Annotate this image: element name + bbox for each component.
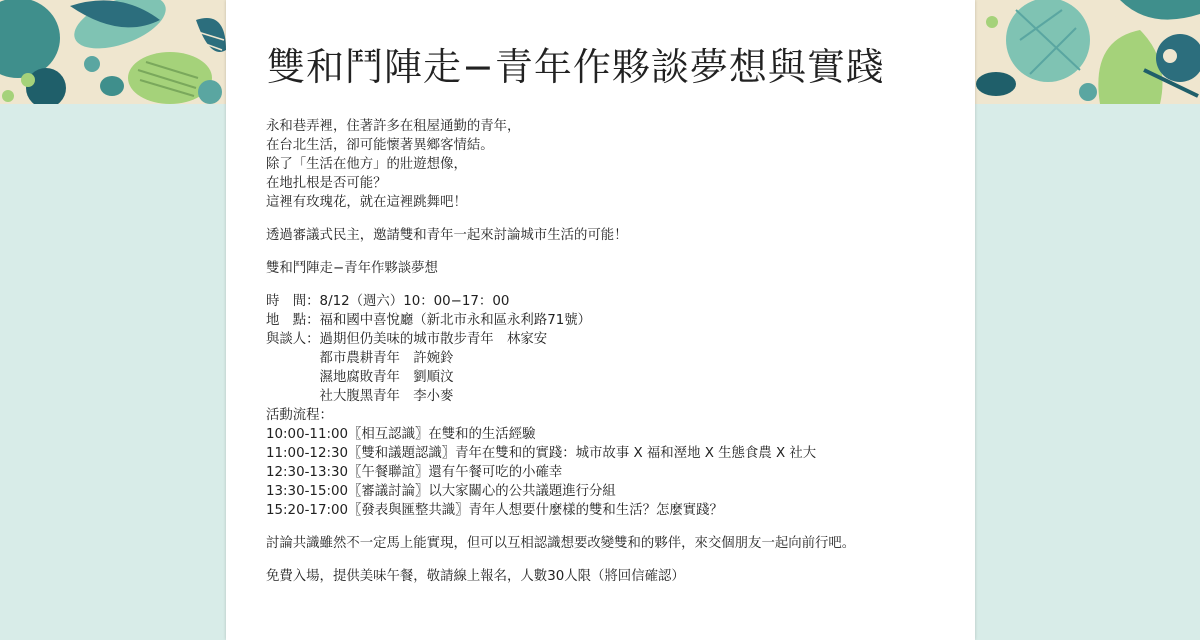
registration-text: 免費入場，提供美味午餐，敬請線上報名，人數30人限（將回信確認） [266, 569, 685, 584]
schedule-item: 10:00-11:00〖相互認識〗在雙和的生活經驗 [266, 427, 536, 442]
intro-line: 在地扎根是否可能？ [266, 176, 387, 191]
form-description [266, 117, 966, 586]
schedule-label: 活動流程： [266, 408, 333, 423]
speaker-line: 都市農耕青年 許婉鈴 [266, 351, 454, 366]
intro-line: 在台北生活，卻可能懷著異鄉客情結。 [266, 138, 494, 153]
schedule-item: 13:30-15:00〖審議討論〗以大家關心的公共議題進行分組 [266, 484, 616, 499]
form-title: 雙和鬥陣走−青年作夥談夢想與實踐 [267, 45, 885, 89]
intro-line: 這裡有玫瑰花，就在這裡跳舞吧！ [266, 195, 467, 210]
intro-line: 除了「生活在他方」的壯遊想像， [266, 157, 467, 172]
speaker-line: 社大腹黑青年 李小麥 [266, 389, 454, 404]
closing-text: 討論共識雖然不一定馬上能實現，但可以互相認識想要改變雙和的夥伴，來交個朋友一起向前行吧。 [266, 536, 856, 551]
form-card [226, 0, 975, 640]
speaker-line: 濕地腐敗青年 劉順汶 [266, 370, 454, 385]
schedule-item: 15:20-17:00〖發表與匯整共識〗青年人想要什麼樣的雙和生活？怎麼實踐？ [266, 503, 723, 518]
event-name: 雙和鬥陣走−青年作夥談夢想 [266, 261, 438, 276]
intro-line: 永和巷弄裡，住著許多在租屋通勤的青年， [266, 119, 521, 134]
speaker-line: 與談人：過期但仍美味的城市散步青年 林家安 [266, 332, 548, 347]
invite-text: 透過審議式民主，邀請雙和青年一起來討論城市生活的可能！ [266, 228, 628, 243]
schedule-item: 11:00-12:30〖雙和議題認識〗青年在雙和的實踐：城市故事 X 福和溼地 X 生態食農 X 社大 [266, 446, 817, 461]
event-place: 地 點：福和國中喜悅廳（新北市永和區永利路71號） [266, 313, 592, 328]
schedule-item: 12:30-13:30〖午餐聯誼〗還有午餐可吃的小確幸 [266, 465, 563, 480]
event-time: 時 間：8/12（週六）10：00−17：00 [266, 294, 510, 309]
